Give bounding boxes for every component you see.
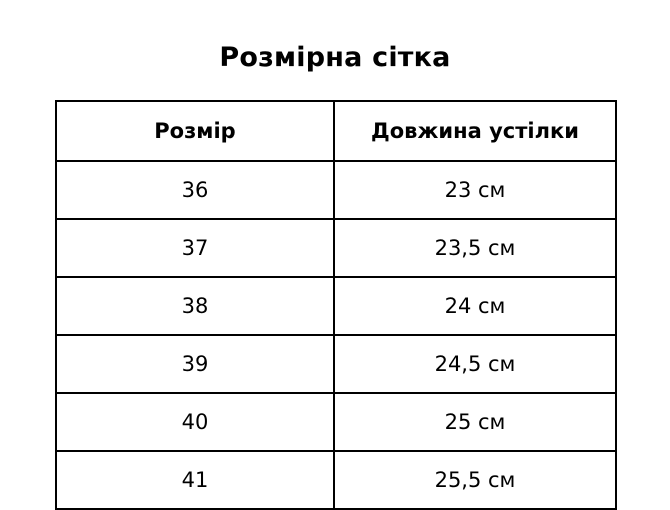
cell-insole: 23,5 см — [334, 219, 616, 277]
cell-size: 38 — [56, 277, 334, 335]
cell-size: 40 — [56, 393, 334, 451]
table-row — [56, 219, 616, 277]
cell-size: 41 — [56, 451, 334, 509]
table-row — [56, 277, 616, 335]
table-row — [56, 393, 616, 451]
cell-insole: 23 см — [334, 161, 616, 219]
cell-size: 36 — [56, 161, 334, 219]
cell-size: 37 — [56, 219, 334, 277]
table-row — [56, 335, 616, 393]
table-body — [56, 161, 616, 509]
table-header — [56, 101, 616, 161]
cell-insole: 24,5 см — [334, 335, 616, 393]
size-table-container — [0, 100, 670, 510]
column-header-size: Розмір — [56, 101, 334, 161]
table-row — [56, 451, 616, 509]
size-table — [55, 100, 617, 510]
cell-size: 39 — [56, 335, 334, 393]
column-header-insole-length: Довжина устілки — [334, 101, 616, 161]
cell-insole: 24 см — [334, 277, 616, 335]
table-row — [56, 161, 616, 219]
page-title: Розмірна сітка — [219, 42, 451, 73]
cell-insole: 25,5 см — [334, 451, 616, 509]
cell-insole: 25 см — [334, 393, 616, 451]
table-header-row — [56, 101, 616, 161]
